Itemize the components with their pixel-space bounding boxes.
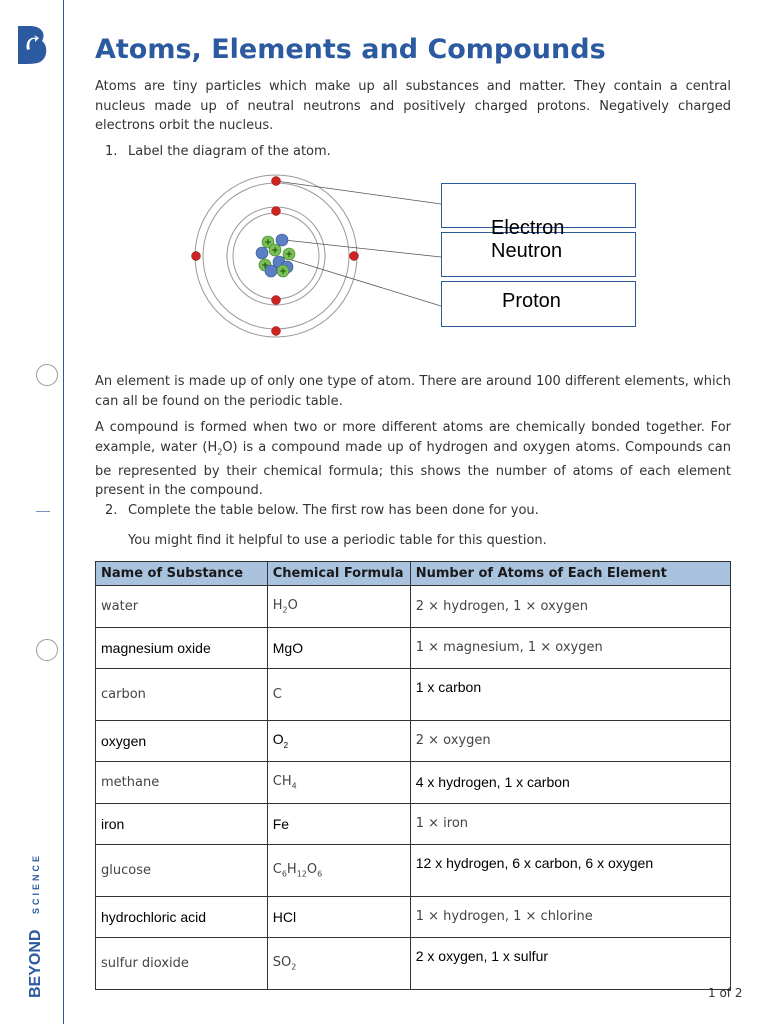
formula-symbol: H <box>286 861 297 877</box>
cell-chemical-formula <box>267 627 410 669</box>
formula-subscript: 2 <box>291 962 297 972</box>
formula-symbol: H <box>272 597 283 613</box>
label-proton: Proton <box>502 290 561 312</box>
electron <box>272 327 281 336</box>
header-atoms: Number of Atoms of Each Element <box>410 562 730 586</box>
formula-symbol: HCl <box>272 908 297 925</box>
fold-mark <box>36 511 50 512</box>
beyond-logo-icon <box>14 24 50 66</box>
binder-hole <box>36 364 58 386</box>
cell-substance-name: iron <box>96 803 268 845</box>
pointer-line-proton <box>282 257 441 306</box>
binder-hole <box>36 639 58 661</box>
cell-substance-name: magnesium oxide <box>96 627 268 669</box>
cell-substance-name: water <box>96 586 268 628</box>
label-electron: Electron <box>491 217 565 239</box>
formula-subscript: 4 <box>291 781 297 791</box>
intro-paragraph: Atoms are tiny particles which make up all substances and matter. They contain a central nucleus made up of neutral neutrons and positively charged protons. Negatively charged electrons orbit the nucleus. <box>95 79 731 133</box>
table-row <box>96 627 731 669</box>
svg-text:+: + <box>261 261 269 271</box>
svg-text:+: + <box>271 246 279 256</box>
element-paragraph: An element is made up of only one type of atom. There are around 100 different elements, which can all be found on the periodic table. <box>95 374 731 409</box>
cell-chemical-formula <box>267 762 410 804</box>
table-row <box>96 803 731 845</box>
svg-text:+: + <box>279 267 287 277</box>
question-2-number: 2. <box>105 503 118 518</box>
cell-atom-count: 12 x hydrogen, 6 x carbon, 6 x oxygen <box>410 845 730 897</box>
substances-table <box>95 561 731 990</box>
cell-substance-name: methane <box>96 762 268 804</box>
cell-atom-count: 1 × hydrogen, 1 × chlorine <box>410 896 730 938</box>
electron <box>272 296 281 305</box>
brand-word-beyond: BEYOND <box>27 929 44 998</box>
cell-substance-name: sulfur dioxide <box>96 938 268 990</box>
cell-chemical-formula <box>267 720 410 762</box>
formula-symbol: O <box>287 597 298 613</box>
margin-line <box>63 0 64 1024</box>
table-row <box>96 586 731 628</box>
table-row <box>96 720 731 762</box>
electron <box>350 252 359 261</box>
cell-atom-count: 2 × oxygen <box>410 720 730 762</box>
cell-atom-count: 1 × magnesium, 1 × oxygen <box>410 627 730 669</box>
question-2-text: Complete the table below. The first row has been done for you. <box>128 503 539 518</box>
table-row <box>96 762 731 804</box>
header-formula: Chemical Formula <box>267 562 410 586</box>
formula-subscript: 6 <box>317 869 323 879</box>
table-header-row <box>96 562 731 586</box>
cell-chemical-formula <box>267 586 410 628</box>
formula-subscript: 12 <box>296 869 307 879</box>
formula-symbol: MgO <box>272 639 304 656</box>
electron <box>272 207 281 216</box>
cell-atom-count: 2 × hydrogen, 1 × oxygen <box>410 586 730 628</box>
question-1-number: 1. <box>105 144 118 159</box>
table-body <box>96 586 731 990</box>
compound-text-2: O) is a compound made up of hydrogen and oxygen atoms. Compounds can be represented by their chemical formula; this shows the number of atoms of each element present in the compound. <box>95 439 731 499</box>
pointer-line-electron <box>276 181 441 204</box>
header-name: Name of Substance <box>96 562 268 586</box>
cell-chemical-formula <box>267 669 410 721</box>
svg-text:+: + <box>264 238 272 248</box>
cell-chemical-formula <box>267 803 410 845</box>
electron <box>192 252 201 261</box>
cell-substance-name: hydrochloric acid <box>96 896 268 938</box>
cell-atom-count: 4 x hydrogen, 1 x carbon <box>410 762 730 804</box>
formula-symbol: O <box>306 861 318 877</box>
cell-substance-name: carbon <box>96 669 268 721</box>
formula-subscript: 2 <box>282 605 288 615</box>
cell-atom-count: 1 x carbon <box>410 669 730 721</box>
formula-symbol: O <box>272 731 284 748</box>
question-2-hint: You might find it helpful to use a periodic table for this question. <box>128 533 547 548</box>
brand-word-science: SCIENCE <box>31 852 41 914</box>
cell-substance-name: glucose <box>96 845 268 897</box>
page-number: 1 of 2 <box>708 986 743 1000</box>
formula-subscript: 2 <box>283 741 289 751</box>
cell-atom-count: 2 x oxygen, 1 x sulfur <box>410 938 730 990</box>
compound-paragraph <box>95 418 731 501</box>
table-row <box>96 845 731 897</box>
compound-text-1: A compound is formed when two or more different atoms are chemically bonded together. For example, water (H <box>95 420 731 455</box>
formula-subscript: 6 <box>281 869 287 879</box>
svg-text:+: + <box>285 250 293 260</box>
pointer-line-neutron <box>284 240 441 257</box>
label-neutron: Neutron <box>491 240 563 262</box>
table-row <box>96 938 731 990</box>
cell-chemical-formula <box>267 896 410 938</box>
formula-symbol: SO <box>272 954 292 970</box>
table-row <box>96 669 731 721</box>
formula-symbol: C <box>272 686 282 702</box>
electron <box>272 177 281 186</box>
formula-symbol: C <box>272 861 282 877</box>
table-row <box>96 896 731 938</box>
brand-vertical <box>20 848 48 1000</box>
compound-subscript: 2 <box>217 447 223 457</box>
question-1-text: Label the diagram of the atom. <box>128 144 331 159</box>
cell-chemical-formula <box>267 938 410 990</box>
formula-symbol: CH <box>272 773 292 789</box>
cell-chemical-formula <box>267 845 410 897</box>
formula-symbol: Fe <box>272 815 290 832</box>
page-title: Atoms, Elements and Compounds <box>95 34 606 65</box>
atom-diagram <box>180 170 450 340</box>
cell-atom-count: 1 × iron <box>410 803 730 845</box>
cell-substance-name: oxygen <box>96 720 268 762</box>
